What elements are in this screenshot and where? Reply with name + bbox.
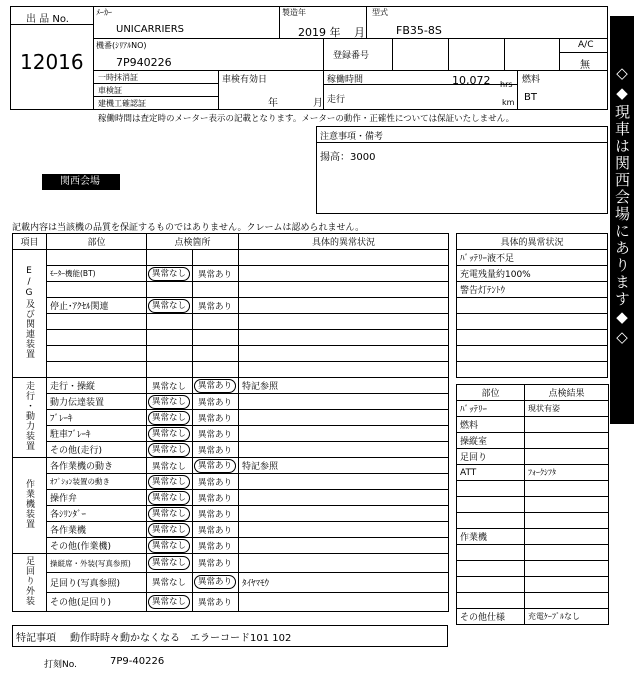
hours-value: 10,072 [452,74,491,87]
table-row [457,545,609,561]
check-ok-label: 異常なし [148,299,190,313]
check-ok-cell [147,573,193,592]
result-part-cell: 足回り [457,449,525,465]
rt-header: 具体的異常状況 [457,234,608,250]
table-row [13,314,449,330]
table-row [457,529,609,545]
table-row [13,266,449,282]
check-ng-cell [193,458,239,474]
detail-cell: 特記参照 [239,378,449,394]
rb-header-result: 点検結果 [525,385,609,401]
detail-cell: 特記参照 [239,458,449,474]
result-part-cell [457,545,525,561]
fuel-value: BT [524,92,537,103]
table-row [457,513,609,529]
result-value-cell [525,481,609,497]
detail-cell [239,474,449,490]
check-ng-label: 異常あり [194,575,236,589]
reg-label: 登録番号 [333,51,370,61]
table-row [13,458,449,474]
check-ok-label: 異常なし [148,556,190,570]
check-ng-cell [193,474,239,490]
abnormal-detail-table [456,233,608,378]
check-ng-label: 異常あり [198,429,233,440]
abnormal-detail-cell: 警告灯ﾃﾝﾄｳ [457,282,608,298]
check-ng-label: 異常あり [198,559,233,570]
quality-disclaimer: 記載内容は当該機の品質を保証するものではありません。クレームは認められません。 [12,223,365,233]
check-ng-cell [193,266,239,282]
table-row [457,250,608,266]
check-ng-cell [193,250,239,266]
check-ok-cell [147,426,193,442]
check-ok-cell [147,298,193,314]
part-cell: 各ｼﾘﾝﾀﾞｰ [47,506,147,522]
table-row [457,433,609,449]
table-row [13,506,449,522]
check-ng-cell [193,442,239,458]
table-row [13,298,449,314]
check-ok-label: 異常なし [148,507,190,521]
abnormal-detail-cell [457,314,608,330]
part-cell: ﾓｰﾀｰ機能(BT) [47,266,147,282]
part-cell [47,330,147,346]
check-ng-cell [193,378,239,394]
result-value-cell [525,529,609,545]
table-row [13,346,449,362]
check-ok-cell [147,250,193,266]
part-cell [47,282,147,298]
detail-cell [239,538,449,554]
result-value-cell: ﾌｫｰｸｼﾌﾀ [525,465,609,481]
result-part-cell [457,497,525,513]
table-row [457,401,609,417]
result-part-cell: ATT [457,465,525,481]
result-value-cell [525,577,609,593]
inspection-table [12,233,448,612]
hours-disclaimer: 稼働時間は査定時のメーター表示の記載となります。メーターの動作・正確性については保証いたしません。 [98,114,515,124]
abnormal-detail-cell [457,362,608,378]
serial-value: 7P940226 [116,56,172,69]
side-banner-text: ◇◆現車は関西会場にあります◆◇ [613,64,631,348]
table-row [13,538,449,554]
result-part-cell [457,513,525,529]
special-notes-label: 特記事項 [16,633,56,644]
check-ok-cell [147,554,193,573]
detail-cell [239,362,449,378]
check-ok-label: 異常なし [152,381,187,392]
stamp-label: 打刻No. [44,660,77,670]
part-cell: その他(足回り) [47,592,147,611]
table-row [13,490,449,506]
category-cell [13,458,47,554]
detail-cell [239,426,449,442]
check-ng-label: 異常あり [194,459,236,473]
table-row [13,573,449,592]
part-cell: その他(走行) [47,442,147,458]
check-ng-cell [193,410,239,426]
col-header-part: 部位 [47,234,147,250]
check-ng-label: 異常あり [198,541,233,552]
stamp-number: 7P9-40226 [110,656,165,667]
reg-cell-1 [392,38,449,71]
detail-cell [239,442,449,458]
abnormal-detail-cell [457,298,608,314]
part-cell: 動力伝達装置 [47,394,147,410]
shaken-month-unit: 月 [313,98,323,109]
table-row [13,410,449,426]
check-ok-label: 異常なし [148,595,190,609]
table-row [457,346,608,362]
check-ng-label: 異常あり [198,301,233,312]
check-ng-label: 異常あり [198,269,233,280]
detail-cell [239,394,449,410]
result-part-cell: 作業機 [457,529,525,545]
category-label: 走行・動力装置 [24,381,34,451]
part-cell [47,346,147,362]
lot-number-label: 出 品 No. [26,14,69,25]
shaken-cert-label: 車検証 [98,86,122,95]
check-ok-cell [147,362,193,378]
check-ng-label: 異常あり [198,477,233,488]
detail-cell [239,554,449,573]
reg-cell-3 [504,38,560,71]
check-ng-cell [193,282,239,298]
result-part-cell [457,577,525,593]
table-row [13,474,449,490]
check-ok-label: 異常なし [148,395,190,409]
table-row [457,561,609,577]
category-cell [13,554,47,612]
result-value-cell [525,449,609,465]
check-ok-label: 異常なし [148,411,190,425]
table-row [457,330,608,346]
table-row [457,577,609,593]
check-ng-cell [193,426,239,442]
check-ng-cell [193,538,239,554]
table-row [457,417,609,433]
part-cell [47,250,147,266]
table-row [13,330,449,346]
result-value-cell [525,545,609,561]
abnormal-detail-cell [457,346,608,362]
result-part-cell [457,593,525,609]
year-value: 2019 年 [298,26,341,39]
maker-label: ﾒｰｶｰ [96,8,112,17]
result-value-cell [525,433,609,449]
check-ok-cell [147,458,193,474]
table-row [13,362,449,378]
check-ok-cell [147,522,193,538]
table-row [457,314,608,330]
abnormal-detail-cell: ﾊﾞｯﾃﾘｰ液不足 [457,250,608,266]
result-part-cell: 燃料 [457,417,525,433]
inspection-result-table [456,384,608,625]
temp-cert-label: 一時抹消証 [98,73,138,82]
part-cell: 停止･ｱｸｾﾙ関連 [47,298,147,314]
check-ng-cell [193,490,239,506]
maker-value: UNICARRIERS [116,24,185,35]
check-ng-cell [193,346,239,362]
check-ng-cell [193,554,239,573]
venue-badge: 関西会場 [42,174,120,190]
check-ok-label: 異常なし [148,491,190,505]
part-cell: 足回り(写真参照) [47,573,147,592]
check-ng-cell [193,362,239,378]
check-ok-cell [147,506,193,522]
part-cell: ﾌﾞﾚｰｷ [47,410,147,426]
result-value-cell: 充電ｹｰﾌﾞﾙなし [525,609,609,625]
check-ok-cell [147,394,193,410]
table-row [13,250,449,266]
col-header-detail: 具体的異常状況 [239,234,449,250]
detail-cell: ﾀｲﾔﾏﾓｳ [239,573,449,592]
check-ok-cell [147,330,193,346]
table-row [457,298,608,314]
check-ng-label: 異常あり [198,493,233,504]
part-cell: 各作業機 [47,522,147,538]
table-row [13,426,449,442]
part-cell: 各作業機の動き [47,458,147,474]
check-ng-cell [193,314,239,330]
result-part-cell: 操縦室 [457,433,525,449]
check-ok-cell [147,592,193,611]
detail-cell [239,592,449,611]
result-part-cell: その他仕様 [457,609,525,625]
ac-label: A/C [578,40,594,50]
table-row [457,609,609,625]
category-label: 作業機装置 [24,479,34,529]
month-unit: 月 [354,26,365,39]
category-label: 足回り外装 [24,556,34,606]
shaken-year-unit: 年 [268,98,278,109]
table-row [457,282,608,298]
part-cell [47,314,147,330]
category-label: E/G及び関連装置 [24,265,34,359]
remarks-value: 揚高：3000 [320,152,376,163]
check-ok-cell [147,442,193,458]
detail-cell [239,330,449,346]
check-ng-label: 異常あり [198,397,233,408]
result-value-cell [525,593,609,609]
table-row [13,522,449,538]
side-banner [610,16,634,424]
table-row [457,593,609,609]
check-ng-cell [193,522,239,538]
year-label: 製造年 [282,8,306,17]
check-ok-label: 異常なし [148,475,190,489]
check-ok-label: 異常なし [148,427,190,441]
check-ok-cell [147,346,193,362]
model-value: FB35-8S [396,24,442,37]
check-ng-cell [193,592,239,611]
check-ok-label: 異常なし [152,461,187,472]
part-cell: その他(作業機) [47,538,147,554]
table-row [13,378,449,394]
rb-header-part: 部位 [457,385,525,401]
result-part-cell: ﾊﾞｯﾃﾘｰ [457,401,525,417]
reg-cell-2 [448,38,505,71]
result-part-cell [457,481,525,497]
col-header-category: 項目 [13,234,47,250]
col-header-check: 点検箇所 [147,234,239,250]
part-cell: 操作弁 [47,490,147,506]
part-cell: ｵﾌﾟｼｮﾝ装置の動き [47,474,147,490]
check-ng-label: 異常あり [198,445,233,456]
check-ok-label: 異常なし [148,267,190,281]
table-row [13,592,449,611]
table-row [457,362,608,378]
check-ng-label: 異常あり [198,525,233,536]
check-ng-label: 異常あり [198,597,233,608]
table-row [457,465,609,481]
table-row [13,394,449,410]
detail-cell [239,298,449,314]
detail-cell [239,490,449,506]
check-ok-label: 異常なし [148,523,190,537]
result-value-cell [525,497,609,513]
detail-cell [239,346,449,362]
hours-label: 稼働時間 [327,75,364,85]
abnormal-detail-cell: 充電残量約100% [457,266,608,282]
check-ng-cell [193,573,239,592]
table-row [457,449,609,465]
model-label: 型式 [372,8,388,17]
abnormal-detail-cell [457,330,608,346]
check-ok-cell [147,314,193,330]
check-ok-cell [147,538,193,554]
check-ng-cell [193,298,239,314]
detail-cell [239,314,449,330]
result-value-cell: 現状有姿 [525,401,609,417]
part-cell: 走行・操縦 [47,378,147,394]
result-value-cell [525,513,609,529]
table-row [13,282,449,298]
check-ok-label: 異常なし [148,539,190,553]
km-unit: km [502,98,515,107]
check-ng-cell [193,330,239,346]
check-ng-cell [193,506,239,522]
lot-number: 12016 [20,50,84,74]
check-ok-cell [147,266,193,282]
remarks-label: 注意事項・備考 [320,132,384,142]
part-cell: 駐車ﾌﾞﾚｰｷ [47,426,147,442]
table-row [457,266,608,282]
detail-cell [239,282,449,298]
hours-unit: hrs [500,80,513,89]
fuel-label: 燃料 [522,75,541,85]
check-ng-label: 異常あり [194,379,236,393]
result-value-cell [525,417,609,433]
check-ng-label: 異常あり [198,509,233,520]
table-row [13,554,449,573]
check-ok-cell [147,474,193,490]
kenki-cert-label: 建機工確認証 [98,99,146,108]
detail-cell [239,266,449,282]
detail-cell [239,410,449,426]
special-notes: 動作時時々動かなくなる エラーコード101 102 [70,633,292,644]
ac-value: 無 [580,60,590,71]
check-ng-label: 異常あり [198,413,233,424]
mileage-label: 走行 [327,95,346,105]
part-cell: 操縦席・外装(写真参照) [47,554,147,573]
category-cell [13,250,47,378]
check-ok-cell [147,378,193,394]
shaken-valid-label: 車検有効日 [222,75,268,85]
check-ok-label: 異常なし [152,578,187,589]
table-row [13,442,449,458]
serial-label: 機番(ｼﾘｱﾙNO) [96,41,147,50]
detail-cell [239,506,449,522]
check-ok-cell [147,490,193,506]
category-cell [13,378,47,458]
table-row [457,497,609,513]
detail-cell [239,250,449,266]
check-ng-cell [193,394,239,410]
result-part-cell [457,561,525,577]
result-value-cell [525,561,609,577]
part-cell [47,362,147,378]
check-ok-cell [147,282,193,298]
table-row [457,481,609,497]
check-ok-cell [147,410,193,426]
check-ok-label: 異常なし [148,443,190,457]
detail-cell [239,522,449,538]
